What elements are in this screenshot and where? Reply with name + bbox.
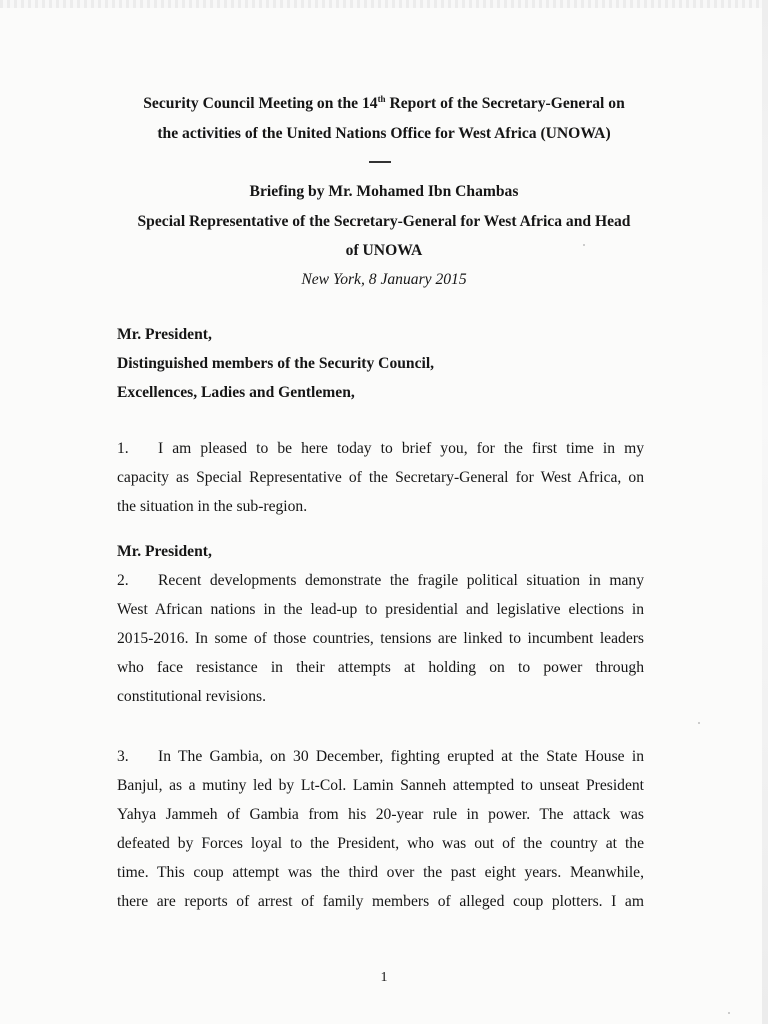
mr-president-heading: Mr. President, [117, 543, 212, 560]
salutation-line: Distinguished members of the Security Council, [117, 355, 435, 372]
paragraph-number: 2. [117, 572, 129, 589]
scan-edge-right [762, 0, 768, 1024]
paragraph-1-line: capacity as Special Representative of the Secretary-General for West Africa, on [117, 469, 644, 486]
paragraph-1-line: the situation in the sub-region. [117, 498, 308, 515]
paragraph-3-line: Banjul, as a mutiny led by Lt-Col. Lamin Sanneh attempted to unseat President [117, 777, 644, 794]
paragraph-3-line: time. This coup attempt was the third over the past eight years. Meanwhile, [117, 864, 644, 881]
scan-speck [698, 722, 700, 724]
briefing-by: Briefing by Mr. Mohamed Ibn Chambas [249, 183, 519, 200]
scan-speck [728, 1012, 730, 1014]
dateline: New York, 8 January 2015 [301, 271, 467, 288]
paragraph-2-line: 2. Recent developments demonstrate the fragile political situation in many [117, 572, 644, 589]
paragraph-2-line: constitutional revisions. [117, 688, 266, 705]
paragraph-1-line: 1. I am pleased to be here today to brief you, for the first time in my [117, 440, 644, 457]
paragraph-3-line: 3. In The Gambia, on 30 December, fighting erupted at the State House in [117, 748, 644, 765]
paragraph-2-line: who face resistance in their attempts at holding on to power through [117, 659, 644, 676]
role-line-2: of UNOWA [345, 242, 423, 259]
title-separator [369, 161, 391, 163]
page-number: 1 [380, 970, 388, 985]
paragraph-3-line: defeated by Forces loyal to the President, who was out of the country at the [117, 835, 644, 852]
scan-edge-top [0, 0, 768, 8]
document-title-line-2: the activities of the United Nations Office for West Africa (UNOWA) [157, 125, 611, 142]
paragraph-number: 3. [117, 748, 129, 765]
paragraph-number: 1. [117, 440, 129, 457]
paragraph-2-line: West African nations in the lead-up to presidential and legislative elections in [117, 601, 644, 618]
salutation-line: Mr. President, [117, 326, 212, 343]
paragraph-3-line: Yahya Jammeh of Gambia from his 20-year rule in power. The attack was [117, 806, 644, 823]
role-line-1: Special Representative of the Secretary-General for West Africa and Head [137, 213, 631, 230]
document-title-line-1: Security Council Meeting on the 14th Report of the Secretary-General on [143, 94, 625, 112]
paragraph-3-line: there are reports of arrest of family members of alleged coup plotters. I am [117, 893, 644, 910]
salutation-line: Excellences, Ladies and Gentlemen, [117, 384, 355, 401]
paragraph-2-line: 2015-2016. In some of those countries, tensions are linked to incumbent leaders [117, 630, 644, 647]
